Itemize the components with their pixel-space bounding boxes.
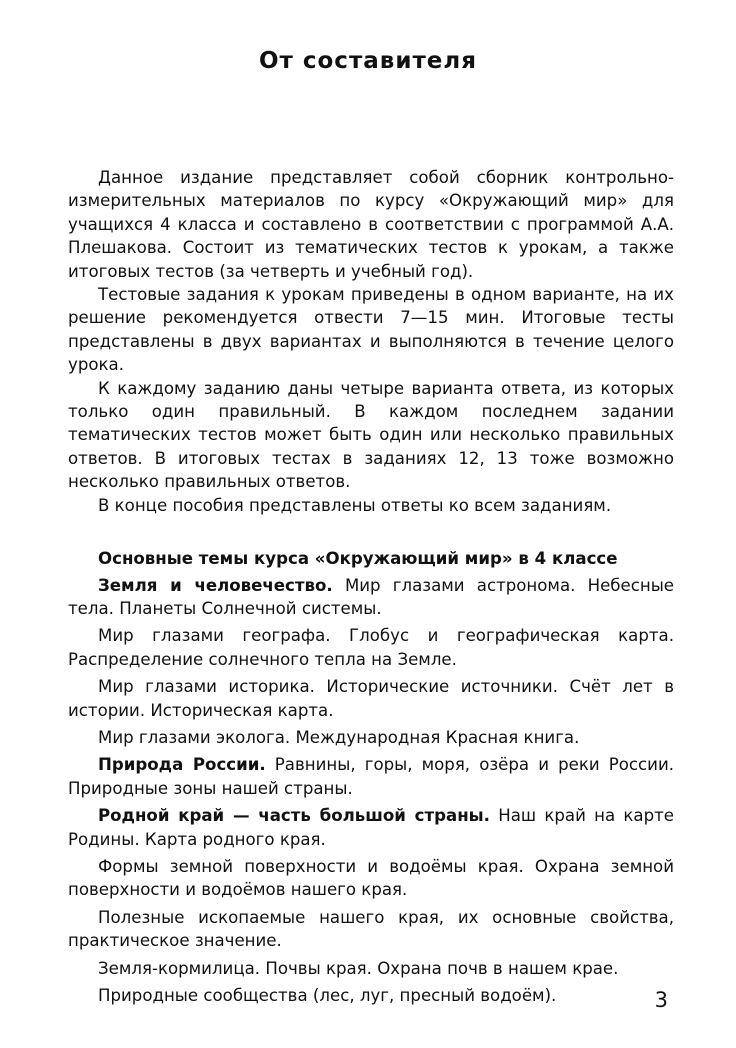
topic-paragraph: [68, 675, 674, 722]
topic-paragraph: [68, 753, 674, 800]
topic-bold-lead: Природа России.: [98, 755, 266, 775]
topic-paragraph: [68, 804, 674, 851]
topic-text: Полезные ископаемые нашего края, их основные свойства, практическое значение.: [68, 907, 674, 951]
topic-paragraph: [68, 574, 674, 621]
intro-paragraph: К каждому заданию даны четыре варианта ответа, из которых только один правильный. В каждом последнем задании тематических тестов может быть один или несколько правильных ответов. В итоговых тестах в заданиях 12, 13 тоже возможно несколько правильных ответов.: [68, 378, 674, 492]
page-number: 3: [654, 988, 668, 1012]
topic-text: Равнины, горы, моря, озёра и реки России. Природные зоны нашей страны.: [68, 755, 674, 798]
topics-list: [68, 574, 674, 1008]
topic-text: Наш край на карте Родины. Карта родного края.: [68, 806, 674, 849]
topic-paragraph: [68, 855, 674, 902]
topic-text: Природные сообщества (лес, луг, пресный водоём).: [98, 986, 557, 1005]
topic-paragraph: [68, 957, 674, 980]
intro-paragraph: Данное издание представляет собой сборник контрольно-измерительных материалов по курсу «Окружающий мир» для учащихся 4 класса и составлено в соответствии с программой А.А. Плешакова. Состоит из тематических тестов к урокам, а также итоговых тестов (за четверть и учебный год).: [68, 168, 674, 281]
intro-section: [68, 166, 674, 517]
section-heading: Основные темы курса «Окружающий мир» в 4 классе: [98, 549, 618, 569]
topic-text: Мир глазами астронома. Небесные тела. Планеты Солнечной системы.: [68, 575, 675, 618]
topic-text: Формы земной поверхности и водоёмы края. Охрана земной поверхности и водоёмов нашего края.: [68, 856, 674, 900]
topic-text: Земля-кормилица. Почвы края. Охрана почв в нашем крае.: [98, 958, 619, 978]
topic-paragraph: [68, 726, 674, 749]
intro-paragraph: Тестовые задания к урокам приведены в одном варианте, на их решение рекомендуется отвести 7—15 мин. Итоговые тесты представлены в двух вариантах и выполняются в течение целого урока.: [68, 285, 674, 375]
topic-paragraph: [68, 906, 674, 953]
page-content: [68, 166, 674, 1007]
topic-text: Мир глазами эколога. Международная Красная книга.: [98, 727, 580, 747]
topic-paragraph: [68, 984, 674, 1007]
page-title: От составителя: [258, 48, 478, 74]
topic-text: Мир глазами географа. Глобус и географическая карта. Распределение солнечного тепла на Земле.: [68, 626, 674, 669]
intro-paragraph: В конце пособия представлены ответы ко всем заданиям.: [98, 495, 612, 515]
topic-bold-lead: Родной край — часть большой страны.: [98, 806, 490, 826]
topic-paragraph: [68, 624, 674, 671]
topic-bold-lead: Земля и человечество.: [98, 575, 333, 595]
topic-text: Мир глазами историка. Исторические источники. Счёт лет в истории. Историческая карта.: [68, 677, 674, 720]
